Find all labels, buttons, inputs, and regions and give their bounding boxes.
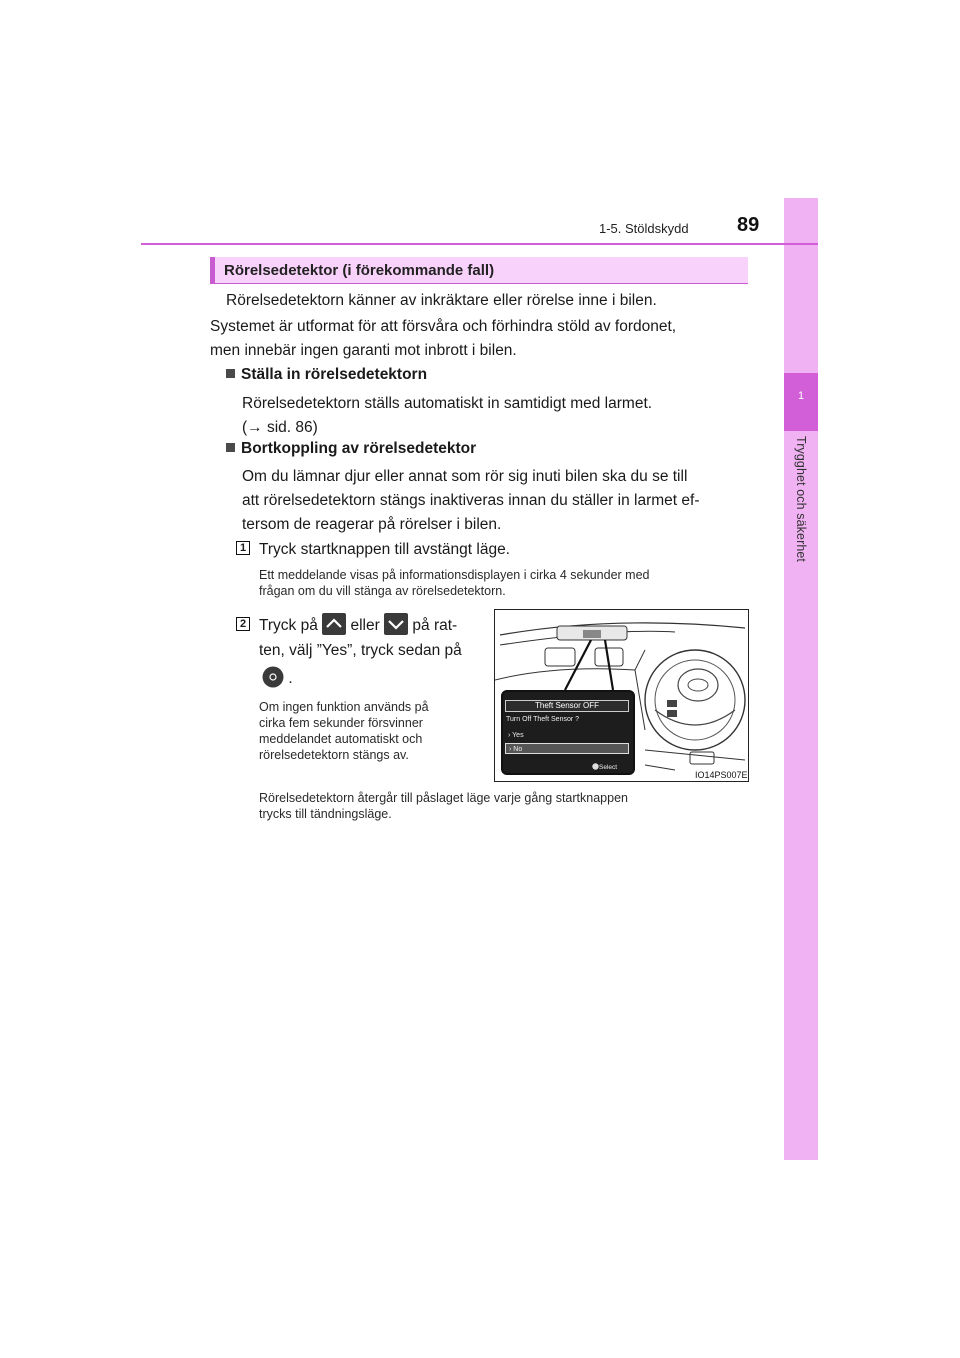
step-2-text-a: Tryck på bbox=[259, 617, 318, 634]
screen-title: Theft Sensor OFF bbox=[505, 700, 629, 712]
footnote-line-2: trycks till tändningsläge. bbox=[259, 807, 392, 821]
header-rule bbox=[141, 243, 818, 245]
step-1-note-line-2: frågan om du vill stänga av rörelsedetektorn. bbox=[259, 584, 506, 598]
chevron-up-button-icon bbox=[322, 613, 346, 635]
step-2-marker: 2 bbox=[236, 617, 250, 631]
step-2-note-line-1: Om ingen funktion används på bbox=[259, 700, 429, 714]
intro-paragraph-2-line-1: Systemet är utformat för att försvåra och förhindra stöld av fordonet, bbox=[210, 318, 677, 335]
disable-heading bbox=[226, 440, 476, 458]
chapter-title: Trygghet och säkerhet bbox=[794, 436, 808, 563]
disable-line-1: Om du lämnar djur eller annat som rör sig inuti bilen ska du se till bbox=[242, 468, 688, 485]
chapter-tab-active bbox=[784, 373, 818, 431]
step-2-line-2: ten, välj ”Yes”, tryck sedan på bbox=[259, 642, 462, 659]
illustration-code: IO14PS007E bbox=[695, 770, 748, 780]
step-2-line-3 bbox=[262, 666, 293, 691]
chapter-tab-strip bbox=[784, 198, 818, 1160]
chapter-number: 1 bbox=[797, 390, 805, 402]
square-bullet-icon bbox=[226, 369, 235, 378]
step-1-marker: 1 bbox=[236, 541, 250, 555]
step-2-line-1 bbox=[259, 613, 457, 638]
step-2-note-line-2: cirka fem sekunder försvinner bbox=[259, 716, 423, 730]
header-section: 1-5. Stöldskydd bbox=[599, 221, 689, 236]
setting-line-1: Rörelsedetektorn ställs automatiskt in samtidigt med larmet. bbox=[242, 395, 653, 412]
setting-heading bbox=[226, 366, 427, 384]
disable-line-2: att rörelsedetektorn stängs inaktiveras innan du ställer in larmet ef- bbox=[242, 492, 700, 509]
setting-heading-text: Ställa in rörelsedetektorn bbox=[241, 366, 428, 383]
ok-symbol-icon bbox=[592, 763, 599, 770]
step-1-note-line-1: Ett meddelande visas på informationsdisplayen i cirka 4 sekunder med bbox=[259, 568, 650, 582]
step-1-text: Tryck startknappen till avstängt läge. bbox=[259, 541, 510, 558]
setting-page-reference: (→ sid. 86) bbox=[242, 419, 318, 436]
footnote-line-1: Rörelsedetektorn återgår till påslaget läge varje gång startknappen bbox=[259, 791, 628, 805]
section-title: Rörelsedetektor (i förekommande fall) bbox=[224, 262, 495, 279]
disable-heading-text: Bortkoppling av rörelsedetektor bbox=[241, 440, 477, 457]
screen-question: Turn Off Theft Sensor ? bbox=[506, 716, 580, 723]
step-2-text-b: eller bbox=[350, 617, 380, 634]
intro-paragraph-1: Rörelsedetektorn känner av inkräktare eller rörelse inne i bilen. bbox=[226, 292, 657, 309]
step-2-note-line-4: rörelsedetektorn stängs av. bbox=[259, 748, 409, 762]
page-number: 89 bbox=[737, 214, 760, 236]
square-bullet-icon bbox=[226, 443, 235, 452]
intro-paragraph-2-line-2: men innebär ingen garanti mot inbrott i bilen. bbox=[210, 342, 517, 359]
step-2-note-line-3: meddelandet automatiskt och bbox=[259, 732, 423, 746]
step-2-line-3-end: . bbox=[288, 670, 293, 687]
screen-option-yes: › Yes bbox=[508, 732, 524, 739]
ok-button-icon bbox=[262, 666, 284, 688]
chevron-down-button-icon bbox=[384, 613, 408, 635]
screen-select-label: Select bbox=[599, 764, 618, 771]
step-2-text-c: på rat- bbox=[412, 617, 458, 634]
disable-line-3: tersom de reagerar på rörelser i bilen. bbox=[242, 516, 502, 533]
screen-option-no: › No bbox=[505, 743, 629, 754]
